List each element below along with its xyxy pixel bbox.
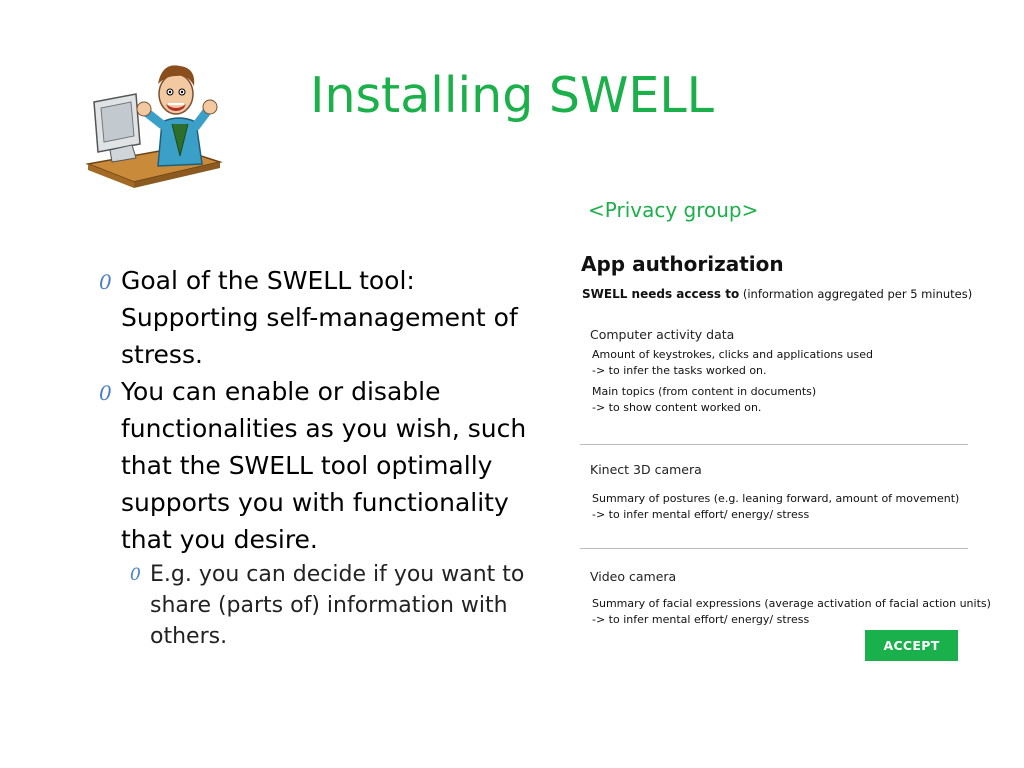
privacy-group-label: <Privacy group> xyxy=(588,198,759,222)
section-detail: -> to infer the tasks worked on. xyxy=(592,364,767,377)
bullet-item xyxy=(98,373,543,558)
access-note: (information aggregated per 5 minutes) xyxy=(742,287,973,301)
access-bold-text: SWELL needs access to xyxy=(582,287,740,301)
accept-button[interactable]: ACCEPT xyxy=(865,630,958,661)
section-detail: Amount of keystrokes, clicks and applications used xyxy=(592,348,873,361)
section-title-computer-activity: Computer activity data xyxy=(590,327,735,342)
bullet-list xyxy=(98,262,543,652)
app-authorization-panel xyxy=(578,248,991,668)
sub-bullet-marker: 0 xyxy=(130,565,141,585)
bullet-marker: 0 xyxy=(99,270,112,294)
section-detail: -> to infer mental effort/ energy/ stress xyxy=(592,613,810,626)
bullet-text: You can enable or disable functionalities as you wish, such that the SWELL tool optimally supports you with functionality that you desire. xyxy=(121,377,527,554)
bullet-item xyxy=(98,262,543,373)
section-title-kinect-camera: Kinect 3D camera xyxy=(590,462,702,477)
slide-title: Installing SWELL xyxy=(310,67,714,124)
section-detail: -> to infer mental effort/ energy/ stress xyxy=(592,508,810,521)
bullet-marker: 0 xyxy=(99,381,112,405)
section-divider xyxy=(580,444,968,445)
section-divider xyxy=(580,548,968,549)
access-statement xyxy=(582,287,972,301)
section-title-video-camera: Video camera xyxy=(590,569,677,584)
section-detail: Summary of facial expressions (average activation of facial action units) xyxy=(592,597,991,610)
bullet-text: Goal of the SWELL tool: Supporting self-management of stress. xyxy=(121,266,518,369)
auth-heading: App authorization xyxy=(581,252,784,276)
section-detail: -> to show content worked on. xyxy=(592,401,762,414)
sub-bullet-item xyxy=(128,559,543,652)
section-detail: Main topics (from content in documents) xyxy=(592,385,817,398)
sub-bullet-text: E.g. you can decide if you want to share (parts of) information with others. xyxy=(150,562,525,649)
section-detail: Summary of postures (e.g. leaning forward, amount of movement) xyxy=(592,492,960,505)
